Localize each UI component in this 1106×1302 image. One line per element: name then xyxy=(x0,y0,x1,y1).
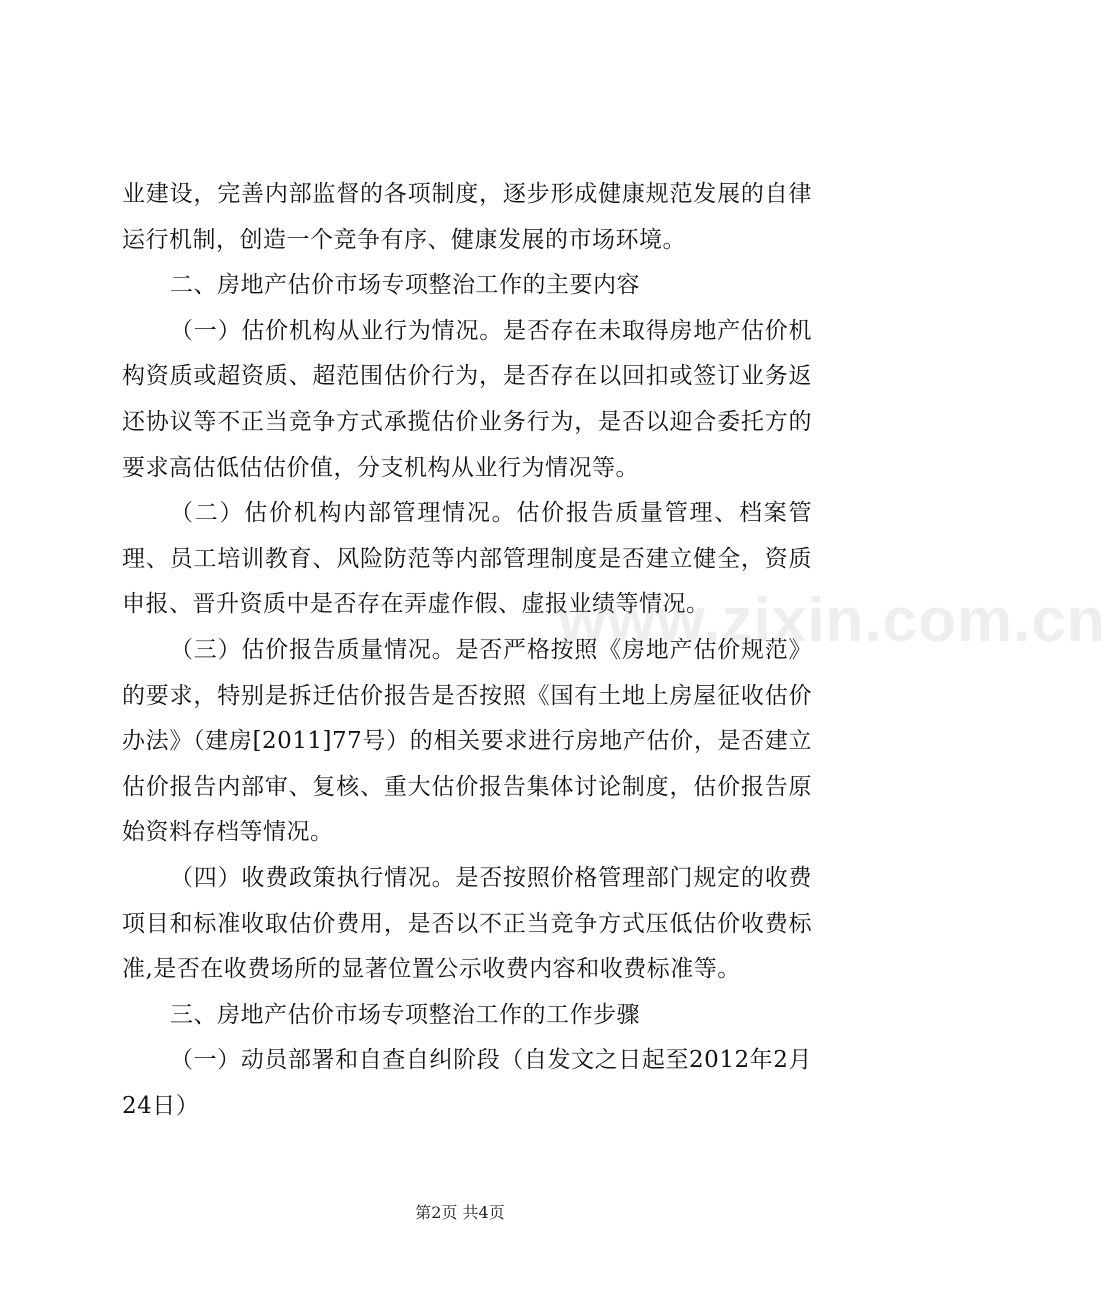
document-body xyxy=(122,172,812,1129)
paragraph-item-2: （二）估价机构内部管理情况。估价报告质量管理、档案管理、员工培训教育、风险防范等内部管理制度是否建立健全，资质申报、晋升资质中是否存在弄虚作假、虚报业绩等情况。 xyxy=(122,500,812,618)
paragraph-item-4: （四）收费政策执行情况。是否按照价格管理部门规定的收费项目和标准收取估价费用，是否以不正当竞争方式压低估价收费标准,是否在收费场所的显著位置公示收费内容和收费标准等。 xyxy=(122,864,812,983)
page-footer: 第2页 共4页 xyxy=(415,1203,505,1222)
watermark: www.zixin.com.cn xyxy=(558,586,1106,655)
paragraph-step-1: （一）动员部署和自查自纠阶段（自发文之日起至2012年2月24日） xyxy=(122,1047,812,1119)
section-heading-2: 二、房地产估价市场专项整治工作的主要内容 xyxy=(170,272,640,299)
paragraph-item-3: （三）估价报告质量情况。是否严格按照《房地产估价规范》的要求，特别是拆迁估价报告是否按照《国有土地上房屋征收估价办法》（建房[2011]77号）的相关要求进行房地产估价，是否建立估价报告内部审、复核、重大估价报告集体讨论制度，估价报告原始资料存档等情况。 xyxy=(122,636,812,846)
section-heading-3: 三、房地产估价市场专项整治工作的工作步骤 xyxy=(170,1001,640,1028)
paragraph-item-1: （一）估价机构从业行为情况。是否存在未取得房地产估价机构资质或超资质、超范围估价行为，是否存在以回扣或签订业务返还协议等不正当竞争方式承揽估价业务行为，是否以迎合委托方的要求高估低估估价值，分支机构从业行为情况等。 xyxy=(122,317,812,481)
paragraph-continuation: 业建设，完善内部监督的各项制度，逐步形成健康规范发展的自律运行机制，创造一个竞争有序、健康发展的市场环境。 xyxy=(122,181,812,253)
